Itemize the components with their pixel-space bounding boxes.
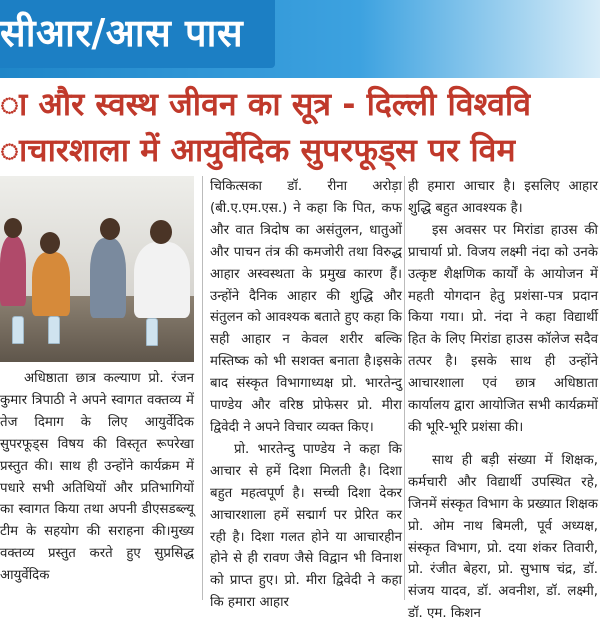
person-head [40,232,60,254]
event-photo [0,176,194,362]
article-column-left [0,368,194,587]
section-banner [0,0,600,78]
person-head [150,220,172,244]
person-head [4,218,22,238]
person-figure [0,236,26,306]
column-divider [404,176,405,600]
water-bottle [146,318,158,346]
water-bottle [48,316,60,344]
person-head [100,218,120,240]
paragraph: चिकित्सका डॉ. रीना अरोड़ा (बी.ए.एम.एस.) ने कहा कि पित, कफ और वात त्रिदोष का असंतुलन, धातुओं और पाचन तंत्र की कमजोरी तथा विरुद्ध आहार अस्वस्थता के प्रमुख कारण हैं। उन्होंने दैनिक आहार की शुद्धि और संतुलन को आवश्यक बताते हुए कहा कि सही आहार न केवल शरीर बल्कि मस्तिष्क को भी सशक्त बनाता है।इसके बाद संस्कृत विभागाध्यक्ष प्रो. भारतेन्दु पाण्डेय और वरिष्ठ प्रोफेसर प्रो. मीरा द्विवेदी ने अपने विचार व्यक्त किए। [210,179,402,435]
person-figure [134,242,190,318]
paragraph: साथ ही बड़ी संख्या में शिक्षक, कर्मचारी और विद्यार्थी उपस्थित रहे, जिनमें संस्कृत विभाग के प्रख्यात शिक्षक प्रो. ओम नाथ बिमली, पूर्व अध्यक्ष, संस्कृत विभाग, प्रो. दया शंकर तिवारी, प्रो. रंजीत बेहरा, प्रो. सुभाष चंद्र, डॉ. संजय यादव, डॉ. अवनीश, डॉ. लक्ष्मी, डॉ. एम. किशन [408,452,598,622]
person-figure [32,252,70,316]
paragraph: अधिष्ठाता छात्र कल्याण प्रो. रंजन कुमार त्रिपाठी ने अपने स्वागत वक्तव्य में तेज दिमाग के लिए आयुर्वेदिक सुपरफूड्स विषय की विस्तृत रूपरेखा प्रस्तुत की। साथ ही उन्होंने कार्यक्रम में पधारे सभी अतिथियों और प्रतिभागियों का स्वागत किया तथा अपनी डीएसडब्ल्यू टीम के सहयोग की सराहना की।मुख्य वक्तव्य प्रस्तुत करते हुए सुप्रसिद्ध आयुर्वेदिक [0,371,194,584]
section-title: सीआर/आस पास [0,11,244,55]
water-bottle [12,316,24,344]
article-column-right [408,176,598,625]
headline-line-2: ाचारशाला में आयुर्वेदिक सुपरफूड्स पर विम [0,131,516,169]
paragraph: ही हमारा आचार है। इसलिए आहार शुद्धि बहुत आवश्यक है। [408,179,598,216]
article-column-middle [210,176,402,614]
headline-line-1: ा और स्वस्थ जीवन का सूत्र - दिल्ली विश्ववि [0,85,532,123]
paragraph: इस अवसर पर मिरांडा हाउस की प्राचार्या प्रो. विजय लक्ष्मी नंदा को उनके उत्कृष्ट शैक्षणिक कार्यों के आयोजन में महती योगदान हेतु प्रशंसा-पत्र प्रदान किया गया। प्रो. नंदा ने कहा विद्यार्थी हित के लिए मिरांडा हाउस कॉलेज सदैव तत्पर है। इसके साथ ही उन्होंने आचारशाला एवं छात्र अधिष्ठाता कार्यालय द्वारा आयोजित सभी कार्यक्रमों की भूरि-भूरि प्रशंसा की। [408,222,598,435]
paragraph: प्रो. भारतेन्दु पाण्डेय ने कहा कि आचार से हमें दिशा मिलती है। दिशा बहुत महत्वपूर्ण है। सच्ची दिशा देकर आचारशाला हमें सद्मार्ग पर प्रेरित कर रही है। दिशा गलत होने या आचारहीन होने से ही रावण जैसे विद्वान भी विनाश को प्राप्त हुए। प्रो. मीरा द्विवेदी ने कहा कि हमारा आहार [210,441,402,611]
person-figure [90,238,126,318]
column-divider [202,176,203,600]
